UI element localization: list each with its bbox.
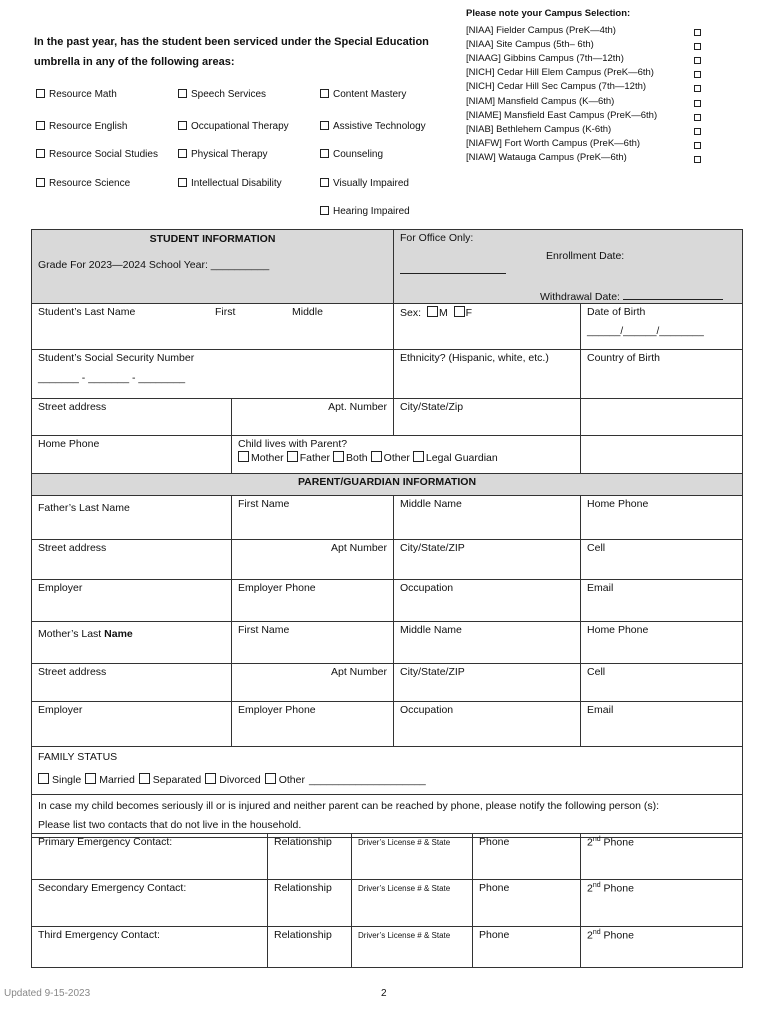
emergency-phone-label: Phone xyxy=(479,882,510,894)
campus-checkbox[interactable] xyxy=(694,156,701,163)
ssn-cell[interactable] xyxy=(32,350,394,399)
father-street-label: Street address xyxy=(38,542,107,554)
area-option[interactable] xyxy=(178,89,266,100)
ssn-label: Student’s Social Security Number xyxy=(38,352,195,364)
emergency-second-phone-cell[interactable] xyxy=(581,880,743,927)
emergency-contact-row xyxy=(32,880,743,927)
emergency-contact-name-cell[interactable] xyxy=(32,834,268,880)
area-option[interactable] xyxy=(320,206,410,217)
area-checkbox[interactable] xyxy=(178,178,187,187)
emergency-license-label: Driver’s License # & State xyxy=(358,884,451,893)
second-phone-num: 2 xyxy=(587,929,593,942)
mother-middle-name-cell[interactable] xyxy=(394,622,581,664)
father-cell-label: Cell xyxy=(587,542,606,554)
emergency-relationship-cell[interactable] xyxy=(268,880,352,927)
area-checkbox[interactable] xyxy=(36,89,45,98)
ethnicity-label: Ethnicity? (Hispanic, white, etc.) xyxy=(400,352,549,364)
area-label: Resource Math xyxy=(49,89,117,100)
mother-employer-cell[interactable] xyxy=(32,702,232,747)
father-apt-label: Apt Number xyxy=(330,542,388,554)
mother-home-phone-label: Home Phone xyxy=(587,624,649,636)
mother-first-name-label: First Name xyxy=(238,624,290,636)
area-label: Assistive Technology xyxy=(333,121,426,132)
mother-last-name-cell[interactable] xyxy=(32,622,232,664)
parent-info-header: PARENT/GUARDIAN INFORMATION xyxy=(32,474,743,496)
emergency-license-cell[interactable] xyxy=(352,927,473,968)
lives-with-checkbox[interactable] xyxy=(238,451,249,462)
family-status-option-label: Single xyxy=(52,774,82,786)
family-status-option-label: Other xyxy=(278,774,305,786)
ethnicity-cell[interactable] xyxy=(394,350,581,399)
father-occupation-cell[interactable] xyxy=(394,580,581,622)
emergency-contact-name-cell[interactable] xyxy=(32,927,268,968)
father-apt-cell[interactable] xyxy=(232,540,394,580)
page-number: 2 xyxy=(381,988,387,999)
ssn-blank: _______ - _______ - ________ xyxy=(38,372,186,384)
area-checkbox[interactable] xyxy=(320,121,329,130)
father-middle-name-label: Middle Name xyxy=(400,498,462,510)
campus-checkbox[interactable] xyxy=(694,57,701,64)
mother-middle-name-label: Middle Name xyxy=(400,624,462,636)
mother-occupation-label: Occupation xyxy=(400,704,454,716)
campus-checkbox[interactable] xyxy=(694,85,701,92)
student-city-label: City/State/Zip xyxy=(400,401,464,413)
father-last-name-label: Father’s Last Name xyxy=(38,502,130,514)
area-checkbox[interactable] xyxy=(178,149,187,158)
father-email-label: Email xyxy=(587,582,614,594)
student-last-name-label: Student’s Last Name xyxy=(38,306,136,318)
father-city-label: City/State/ZIP xyxy=(400,542,465,554)
emergency-note: In case my child becomes seriously ill or is injured and neither parent can be reached by phone, please notify the following person (s): xyxy=(38,800,660,812)
lives-with-label: Child lives with Parent? xyxy=(238,438,348,450)
family-status-checkbox[interactable] xyxy=(205,773,216,784)
area-checkbox[interactable] xyxy=(36,178,45,187)
mother-email-label: Email xyxy=(587,704,614,716)
student-street-cell[interactable] xyxy=(32,399,232,436)
student-info-header: STUDENT INFORMATION xyxy=(149,233,276,245)
area-label: Resource Science xyxy=(49,178,131,189)
emergency-phone-cell[interactable] xyxy=(473,927,581,968)
mother-city-label: City/State/ZIP xyxy=(400,666,465,678)
area-option[interactable] xyxy=(320,121,426,132)
second-phone-suffix: nd xyxy=(592,929,601,936)
lives-with-cell xyxy=(232,436,581,474)
area-checkbox[interactable] xyxy=(36,149,45,158)
country-cell[interactable] xyxy=(581,350,743,399)
campus-option-label: [NIAB] Bethlehem Campus (K-6th) xyxy=(466,123,612,135)
emergency-license-label: Driver’s License # & State xyxy=(358,838,451,847)
family-status-checkbox[interactable] xyxy=(38,773,49,784)
mother-employer-phone-cell[interactable] xyxy=(232,702,394,747)
second-phone-label: Phone xyxy=(600,929,634,942)
campus-checkbox[interactable] xyxy=(694,43,701,50)
campus-checkbox[interactable] xyxy=(694,71,701,78)
father-home-phone-label: Home Phone xyxy=(587,498,649,510)
grade-field[interactable]: __________ xyxy=(210,259,270,271)
lives-extra-cell[interactable] xyxy=(581,436,743,474)
father-last-name-cell[interactable] xyxy=(32,496,232,540)
area-checkbox[interactable] xyxy=(320,206,329,215)
emergency-contact-name-cell[interactable] xyxy=(32,880,268,927)
second-phone-suffix: nd xyxy=(592,836,601,843)
student-info-header-cell xyxy=(32,230,394,304)
student-form-table xyxy=(31,229,743,838)
emergency-phone-label: Phone xyxy=(479,929,510,941)
emergency-phone-label: Phone xyxy=(479,836,510,848)
mother-cell-cell[interactable] xyxy=(581,664,743,702)
special-ed-question: In the past year, has the student been serviced under the Special Education umbrella in any of the following areas: xyxy=(34,36,429,68)
student-apt-cell[interactable] xyxy=(232,399,394,436)
area-label: Resource English xyxy=(49,121,128,132)
mother-last-name-label: Mother’s Last xyxy=(38,628,105,640)
lives-with-option-label: Both xyxy=(346,452,368,464)
campus-option-label: [NIAAG] Gibbins Campus (7th—12th) xyxy=(466,53,624,65)
family-status-checkbox[interactable] xyxy=(85,773,96,784)
campus-checkbox[interactable] xyxy=(694,128,701,135)
area-checkbox[interactable] xyxy=(320,178,329,187)
sex-m-label: M xyxy=(438,307,448,319)
area-label: Counseling xyxy=(333,149,384,160)
area-option[interactable] xyxy=(36,178,130,189)
emergency-relationship-label: Relationship xyxy=(274,836,332,848)
family-status-options xyxy=(38,773,736,786)
sex-cell xyxy=(394,304,581,350)
mother-occupation-cell[interactable] xyxy=(394,702,581,747)
campus-option-label: [NICH] Cedar Hill Elem Campus (PreK—6th) xyxy=(466,67,654,79)
campus-option-label: [NIAFW] Fort Worth Campus (PreK—6th) xyxy=(466,137,641,149)
area-label: Resource Social Studies xyxy=(49,149,158,160)
second-phone-label: Phone xyxy=(600,882,634,895)
father-city-cell[interactable] xyxy=(394,540,581,580)
emergency-note-2: Please list two contacts that do not live in the household. xyxy=(38,819,302,831)
area-label: Occupational Therapy xyxy=(191,121,289,132)
area-label: Intellectual Disability xyxy=(191,178,282,189)
mother-apt-cell[interactable] xyxy=(232,664,394,702)
family-status-cell xyxy=(32,747,743,795)
campus-checkbox[interactable] xyxy=(694,29,701,36)
emergency-contact-row xyxy=(32,927,743,968)
area-option[interactable] xyxy=(178,149,268,160)
family-status-checkbox[interactable] xyxy=(139,773,150,784)
second-phone-suffix: nd xyxy=(592,882,601,889)
campus-option-label: [NIAW] Watauga Campus (PreK—6th) xyxy=(466,151,627,163)
father-middle-name-cell[interactable] xyxy=(394,496,581,540)
lives-with-option-label: Other xyxy=(383,452,410,464)
area-label: Hearing Impaired xyxy=(333,206,410,217)
student-first-label: First xyxy=(215,306,236,318)
emergency-license-label: Driver’s License # & State xyxy=(358,931,451,940)
emergency-contact-name-label: Primary Emergency Contact: xyxy=(38,836,173,848)
lives-with-checkbox[interactable] xyxy=(287,451,298,462)
dob-blank: ______/______/________ xyxy=(587,326,704,337)
emergency-note-cell xyxy=(32,795,743,838)
mother-apt-label: Apt Number xyxy=(330,666,388,678)
area-checkbox[interactable] xyxy=(320,149,329,158)
family-status-checkbox[interactable] xyxy=(265,773,276,784)
emergency-relationship-cell[interactable] xyxy=(268,927,352,968)
emergency-license-cell[interactable] xyxy=(352,880,473,927)
mother-last-name-label-bold: Name xyxy=(104,628,133,640)
lives-with-checkbox[interactable] xyxy=(333,451,344,462)
mother-first-name-cell[interactable] xyxy=(232,622,394,664)
campus-option-label: [NIAM] Mansfield Campus (K—6th) xyxy=(466,95,615,107)
family-other-field[interactable]: ____________________ xyxy=(308,774,426,786)
area-label: Content Mastery xyxy=(333,89,407,100)
sex-m-checkbox[interactable] xyxy=(427,306,438,317)
emergency-second-phone-cell[interactable] xyxy=(581,834,743,880)
emergency-relationship-label: Relationship xyxy=(274,929,332,941)
mother-home-phone-cell[interactable] xyxy=(581,622,743,664)
father-street-cell[interactable] xyxy=(32,540,232,580)
campus-checkbox[interactable] xyxy=(694,114,701,121)
campus-selection-title: Please note your Campus Selection: xyxy=(466,8,631,19)
emergency-contact-name-label: Third Emergency Contact: xyxy=(38,929,160,941)
emergency-phone-cell[interactable] xyxy=(473,834,581,880)
mother-employer-phone-label: Employer Phone xyxy=(238,704,316,716)
campus-option-label: [NIAA] Fielder Campus (PreK—4th) xyxy=(466,25,616,36)
emergency-contacts-table xyxy=(31,833,743,968)
lives-with-option-label: Mother xyxy=(251,452,284,464)
father-employer-phone-cell[interactable] xyxy=(232,580,394,622)
area-label: Physical Therapy xyxy=(191,149,268,160)
father-employer-phone-label: Employer Phone xyxy=(238,582,316,594)
mother-employer-label: Employer xyxy=(38,704,83,716)
lives-with-checkbox[interactable] xyxy=(413,451,424,462)
family-status-option-label: Separated xyxy=(152,774,202,786)
campus-option-label: [NIAME] Mansfield East Campus (PreK—6th) xyxy=(466,109,658,121)
father-employer-cell[interactable] xyxy=(32,580,232,622)
father-email-cell[interactable] xyxy=(581,580,743,622)
country-label: Country of Birth xyxy=(587,352,660,364)
area-option[interactable] xyxy=(320,178,409,189)
campus-checkbox[interactable] xyxy=(694,100,701,107)
emergency-license-cell[interactable] xyxy=(352,834,473,880)
sex-f-checkbox[interactable] xyxy=(454,306,465,317)
office-only-cell xyxy=(394,230,743,304)
campus-option-label: [NIAA] Site Campus (5th– 6th) xyxy=(466,39,594,51)
lives-with-option-label: Legal Guardian xyxy=(425,452,498,464)
area-option[interactable] xyxy=(320,89,406,100)
student-extra-cell[interactable] xyxy=(581,399,743,436)
sex-label: Sex: xyxy=(400,307,422,319)
area-option[interactable] xyxy=(178,178,282,189)
mother-street-cell[interactable] xyxy=(32,664,232,702)
mother-email-cell[interactable] xyxy=(581,702,743,747)
area-option[interactable] xyxy=(36,121,127,132)
student-home-phone-cell[interactable] xyxy=(32,436,232,474)
student-city-cell[interactable] xyxy=(394,399,581,436)
area-label: Visually Impaired xyxy=(333,178,409,189)
emergency-phone-cell[interactable] xyxy=(473,880,581,927)
area-checkbox[interactable] xyxy=(178,121,187,130)
family-status-title: FAMILY STATUS xyxy=(38,751,118,763)
mother-cell-label: Cell xyxy=(587,666,606,678)
area-option[interactable] xyxy=(178,121,289,132)
area-option[interactable] xyxy=(36,89,117,100)
student-middle-label: Middle xyxy=(292,306,323,318)
area-label: Speech Services xyxy=(191,89,267,100)
student-apt-label: Apt. Number xyxy=(328,401,388,413)
emergency-contact-name-label: Secondary Emergency Contact: xyxy=(38,882,187,894)
second-phone-num: 2 xyxy=(587,836,593,849)
student-street-label: Street address xyxy=(38,401,107,413)
father-employer-label: Employer xyxy=(38,582,83,594)
emergency-contact-row xyxy=(32,834,743,880)
family-status-option-label: Married xyxy=(99,774,135,786)
enrollment-label: Enrollment Date: xyxy=(546,250,625,262)
father-home-phone-cell[interactable] xyxy=(581,496,743,540)
emergency-relationship-label: Relationship xyxy=(274,882,332,894)
student-home-phone-label: Home Phone xyxy=(38,438,100,450)
updated-date: Updated 9-15-2023 xyxy=(4,988,91,999)
office-only-label: For Office Only: xyxy=(400,232,474,244)
area-checkbox[interactable] xyxy=(36,121,45,130)
father-first-name-cell[interactable] xyxy=(232,496,394,540)
area-checkbox[interactable] xyxy=(178,89,187,98)
emergency-relationship-cell[interactable] xyxy=(268,834,352,880)
dob-label: Date of Birth xyxy=(587,306,646,318)
area-option[interactable] xyxy=(36,149,158,160)
mother-street-label: Street address xyxy=(38,666,107,678)
withdrawal-date-field[interactable] xyxy=(623,288,723,300)
dob-cell[interactable] xyxy=(581,304,743,350)
emergency-second-phone-cell[interactable] xyxy=(581,927,743,968)
campus-option-label: [NICH] Cedar Hill Sec Campus (7th—12th) xyxy=(466,81,647,93)
campus-checkbox[interactable] xyxy=(694,142,701,149)
enrollment-date-field[interactable] xyxy=(400,273,506,274)
second-phone-label: Phone xyxy=(600,836,634,849)
withdrawal-label: Withdrawal Date: xyxy=(540,291,620,303)
father-occupation-label: Occupation xyxy=(400,582,454,594)
father-first-name-label: First Name xyxy=(238,498,290,510)
lives-with-options xyxy=(238,451,574,464)
lives-with-checkbox[interactable] xyxy=(371,451,382,462)
second-phone-num: 2 xyxy=(587,882,593,895)
father-cell-cell[interactable] xyxy=(581,540,743,580)
area-checkbox[interactable] xyxy=(320,89,329,98)
grade-label: Grade For 2023—2024 School Year: xyxy=(38,259,208,271)
lives-with-option-label: Father xyxy=(299,452,331,464)
sex-f-label: F xyxy=(465,307,473,319)
student-name-cell[interactable] xyxy=(32,304,394,350)
family-status-option-label: Divorced xyxy=(219,774,261,786)
mother-city-cell[interactable] xyxy=(394,664,581,702)
area-option[interactable] xyxy=(320,149,383,160)
